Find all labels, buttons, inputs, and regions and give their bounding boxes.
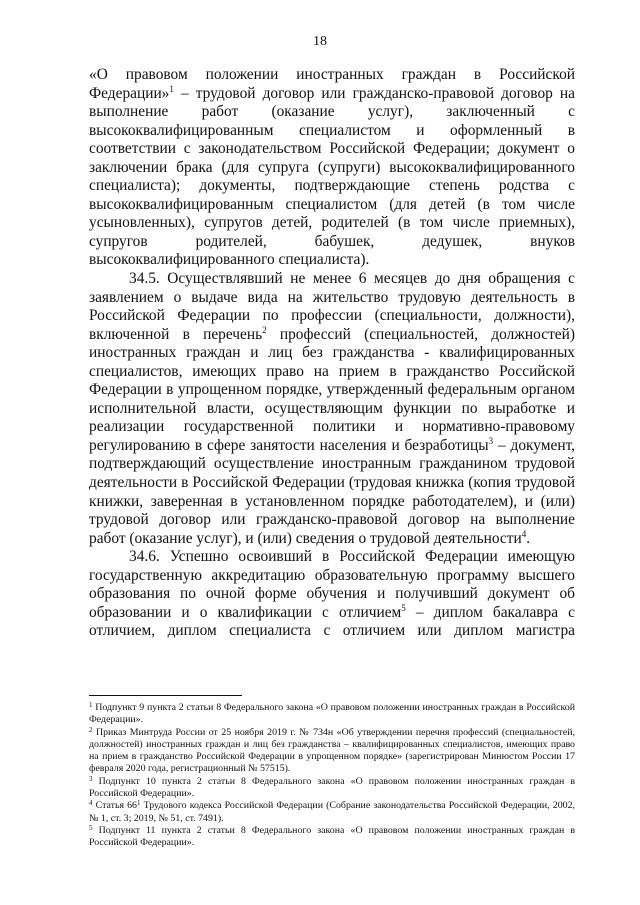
footnote-reference: 4 bbox=[89, 799, 93, 808]
footnote bbox=[89, 800, 575, 825]
footnote bbox=[89, 727, 575, 776]
footnote-separator bbox=[89, 695, 242, 696]
footnote-reference: 3 bbox=[89, 774, 93, 783]
page-number: 18 bbox=[313, 34, 327, 49]
paragraph bbox=[89, 270, 575, 548]
footnote-reference: 1 bbox=[89, 701, 93, 709]
footnote bbox=[89, 776, 575, 801]
text-run: – документ, подтверждающий осуществление иностранным гражданином трудовой деятельности в Российской Федерации (трудовая книжка (копия трудовой книжки, заверенная в установленном порядке работодателем), и (или) трудовой договор или гражданско-правовой договор на выполнение работ (оказание услуг), и (или) сведения о трудовой деятельности bbox=[89, 436, 576, 547]
footnote-reference: 5 bbox=[89, 823, 93, 832]
text-run: «О правовом положении иностранных граждан в Российской Федерации» bbox=[89, 66, 575, 102]
text-run: – диплом бакалавра с отличием, диплом специалиста с отличием или диплом магистра bbox=[89, 603, 575, 640]
footnote-reference: 4 bbox=[521, 528, 527, 539]
text-run: Подпункт 9 пункта 2 статьи 8 Федерального закона «О правовом положении иностранных граждан в Российской Федерации». bbox=[89, 702, 575, 726]
footnote-reference: 2 bbox=[89, 725, 93, 734]
text-run: Подпункт 11 пункта 2 статьи 8 Федерального закона «О правовом положении иностранных граждан в Российской Федерации». bbox=[89, 824, 575, 849]
text-run: . bbox=[526, 529, 531, 547]
text-run: профессий (специальностей, должностей) иностранных граждан и лиц без гражданства - квалифицированных специалистов, имеющих право на прием в гражданство Российской Федерации в упрощенном порядке, утвержденный федеральным органом исполнительной власти, осуществляющим функции по выработке и реализации государственной политики и нормативно-правовому регулированию в сфере занятости населения и безработицы bbox=[89, 325, 575, 454]
text-run: 34.6. Успешно освоивший в Российской Федерации имеющую государственную аккредитацию образовательную программу высшего образования по очной форме обучения и получивший документ об образовании и о квалификации с отличием bbox=[89, 548, 575, 621]
footnote bbox=[89, 825, 575, 850]
text-run: Подпункт 10 пункта 2 статьи 8 Федерального закона «О правовом положении иностранных граждан в Российской Федерации». bbox=[89, 775, 575, 800]
footnote bbox=[89, 702, 575, 727]
main-text bbox=[89, 66, 575, 641]
paragraph bbox=[89, 66, 575, 270]
footnote-reference: 1 bbox=[169, 83, 174, 94]
footnotes-section bbox=[89, 702, 575, 850]
paragraph bbox=[89, 548, 575, 641]
text-run: Трудового кодекса Российской Федерации (Собрание законодательства Российской Федерации, 2002, № 1, ст. 3; 2019, № 51, ст. 7491). bbox=[89, 800, 575, 824]
text-run: – трудовой договор или гражданско-правовой договор на выполнение работ (оказание услуг), заключенный с высококвалифицированным специалистом и оформленный в соответствии с законодательством Российской Федерации; документ о заключении брака (для супруга (супруги) высококвалифицированного специалиста); документы, подтверждающие степень родства с высококвалифицированным специалистом (для детей (в том числе усыновленных), супругов детей, родителей (в том числе приемных), супругов родителей, бабушек, дедушек, внуков высококвалифицированного специалиста). bbox=[89, 84, 575, 269]
text-run: Приказ Минтруда России от 25 ноября 2019 г. № 734н «Об утверждении перечня профессий (специальностей, должностей) иностранных граждан и лиц без гражданства – квалифицированных специалистов, имеющих право на прием в гражданство Российской Федерации в упрощенном порядке» (зарегистрирован Минюстом России 17 февраля 2020 года, регистрационный № 57515). bbox=[89, 726, 575, 775]
text-run: 34.5. Осуществлявший не менее 6 месяцев до дня обращения с заявлением о выдаче вида на жительство трудовую деятельность в Российской Федерации по профессии (специальности, должности), включенной в перечень bbox=[89, 270, 575, 343]
footnote-reference: 1 bbox=[136, 799, 141, 808]
footnote-reference: 2 bbox=[262, 324, 267, 335]
footnote-reference: 5 bbox=[401, 602, 406, 613]
text-run: Статья 66 bbox=[92, 800, 137, 812]
footnote-reference: 3 bbox=[488, 435, 494, 446]
